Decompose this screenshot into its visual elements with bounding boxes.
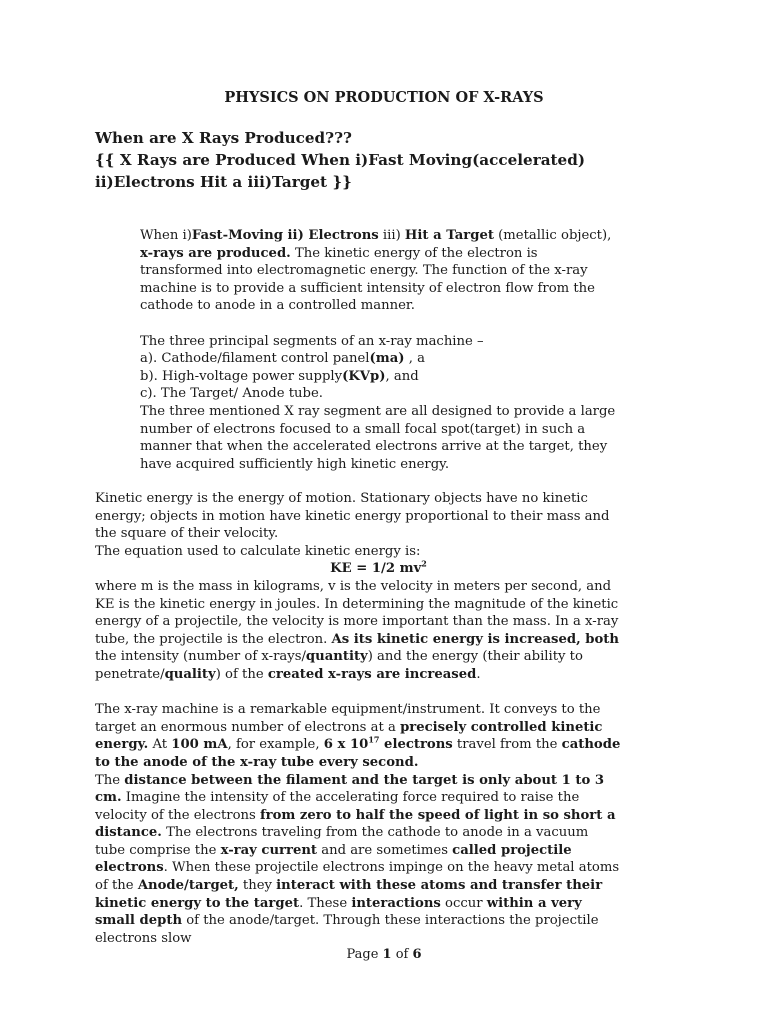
bold-run: quantity	[305, 649, 368, 665]
bold-run: Hit a Target	[404, 228, 494, 243]
text-run: The	[95, 772, 125, 788]
text-run: they	[238, 878, 277, 894]
bold-run: precisely controlled kinetic energy.	[95, 719, 603, 753]
text-run: The kinetic energy of the electron is transformed into electromagnetic energy. The function of the x-ray machine is to provide a sufficient intensity of electron flow from the cathode to anode in a controlled manner.	[140, 245, 595, 314]
text-run: a). Cathode/filament control panel	[140, 351, 370, 367]
bold-run: distance between the filament and the target is only about 1 to 3 cm.	[95, 772, 605, 806]
text-run: , and	[385, 368, 419, 384]
text-run: and are sometimes	[317, 842, 453, 858]
paragraph-xray-production	[140, 227, 618, 315]
text-run: The x-ray machine is a remarkable equipment/instrument. It conveys to the target an enormous number of electrons at a	[95, 702, 601, 735]
bold-run: Fast-Moving ii) Electrons	[191, 228, 379, 243]
page-total: 6	[412, 947, 422, 962]
bold-run: (KVp)	[342, 368, 386, 384]
bold-run: called projectile electrons	[95, 842, 572, 876]
text-run: b). High-voltage power supply	[140, 368, 343, 384]
main-section	[95, 490, 622, 947]
text-run: ) of the	[215, 666, 268, 682]
bold-run: cathode to the anode of the x-ray tube every second.	[95, 737, 621, 770]
text-run: , a	[404, 351, 425, 367]
bold-run: 100 mA	[171, 737, 228, 753]
indented-section	[140, 227, 618, 473]
text-run: The electrons traveling from the cathode to anode in a vacuum tube comprise the	[95, 825, 589, 858]
text-run: When i)	[140, 228, 192, 243]
footer-prefix: Page	[346, 947, 383, 962]
equation-exponent: 2	[421, 558, 427, 569]
paragraph-filament-distance	[95, 772, 622, 948]
segments-intro: The three principal segments of an x-ray machine –	[140, 333, 484, 349]
text-run: .	[476, 666, 481, 682]
heading-line: {{ X Rays are Produced When i)Fast Moving(accelerated)	[95, 151, 586, 169]
segment-item-a	[140, 350, 618, 368]
paragraph-kinetic-energy: Kinetic energy is the energy of motion. Stationary objects have no kinetic energy; objects in motion have kinetic energy proportional to their mass and the square of their velocity.	[95, 491, 610, 542]
bold-run	[323, 734, 453, 753]
text-run: the intensity (number of x-rays/	[95, 649, 306, 665]
text-run: . These	[299, 895, 352, 911]
segment-item-b	[140, 368, 618, 386]
paragraph-equation-explanation	[95, 578, 622, 684]
heading-line: When are X Rays Produced???	[95, 129, 352, 147]
bold-run: Anode/target,	[137, 878, 239, 894]
text-run: 6 x 10	[323, 737, 369, 753]
page-number: 1	[382, 947, 392, 962]
bold-run: x-ray current	[220, 842, 318, 858]
segment-item-c: c). The Target/ Anode tube.	[140, 386, 323, 402]
text-run: Imagine the intensity of the accelerating force required to raise the velocity of the electrons	[95, 790, 580, 823]
bold-run: within a very small depth	[95, 895, 582, 929]
bold-run: As its kinetic energy is increased, both	[331, 631, 619, 647]
text-run: At	[148, 737, 172, 753]
text-run: electrons	[379, 737, 453, 753]
text-run: . When these projectile electrons impinge on the heavy metal atoms of the	[95, 860, 620, 894]
bold-run: interact with these atoms and transfer their kinetic energy to the target	[95, 878, 603, 911]
paragraph-xray-machine	[95, 701, 622, 771]
document-title: PHYSICS ON PRODUCTION OF X-RAYS	[224, 89, 544, 106]
kinetic-energy-equation	[95, 560, 622, 578]
text-run: (metallic object),	[493, 228, 612, 243]
heading-line: ii)Electrons Hit a iii)Target }}	[95, 173, 352, 191]
text-run: travel from the	[452, 737, 562, 753]
bold-run: created x-rays are increased	[267, 666, 477, 682]
text-run: , for example,	[227, 737, 324, 753]
text-run: iii)	[378, 228, 405, 243]
text-run: where m is the mass in kilograms, v is the velocity in meters per second, and KE is the kinetic energy in joules. In determining the magnitude of the kinetic energy of a projectile, the velocity is more important than the mass. In a x-ray tube, the projectile is the electron.	[95, 578, 619, 647]
paragraph-equation-intro: The equation used to calculate kinetic energy is:	[95, 543, 421, 559]
exponent: 17	[368, 734, 380, 745]
text-run: of the anode/target. Through these interactions the projectile electrons slow	[95, 913, 599, 946]
paragraph-segments-purpose: The three mentioned X ray segment are all designed to provide a large number of electrons focused to a small focal spot(target) in such a manner that when the accelerated electrons arrive at the target, they have acquired sufficiently high kinetic energy.	[140, 403, 616, 472]
text-run: ) and the energy (their ability to penetrate/	[95, 649, 583, 682]
bold-run: quality	[164, 666, 216, 682]
text-run: occur	[440, 895, 487, 911]
bold-run: interactions	[351, 895, 441, 911]
equation-text: KE = 1/2 mv	[330, 561, 422, 577]
bold-run: x-rays are produced.	[140, 245, 291, 261]
page-footer	[0, 946, 768, 964]
question-heading	[95, 127, 715, 193]
bold-run: from zero to half the speed of light in so short a distance.	[95, 807, 616, 841]
footer-separator: of	[391, 947, 413, 962]
bold-run: (ma)	[369, 351, 405, 367]
